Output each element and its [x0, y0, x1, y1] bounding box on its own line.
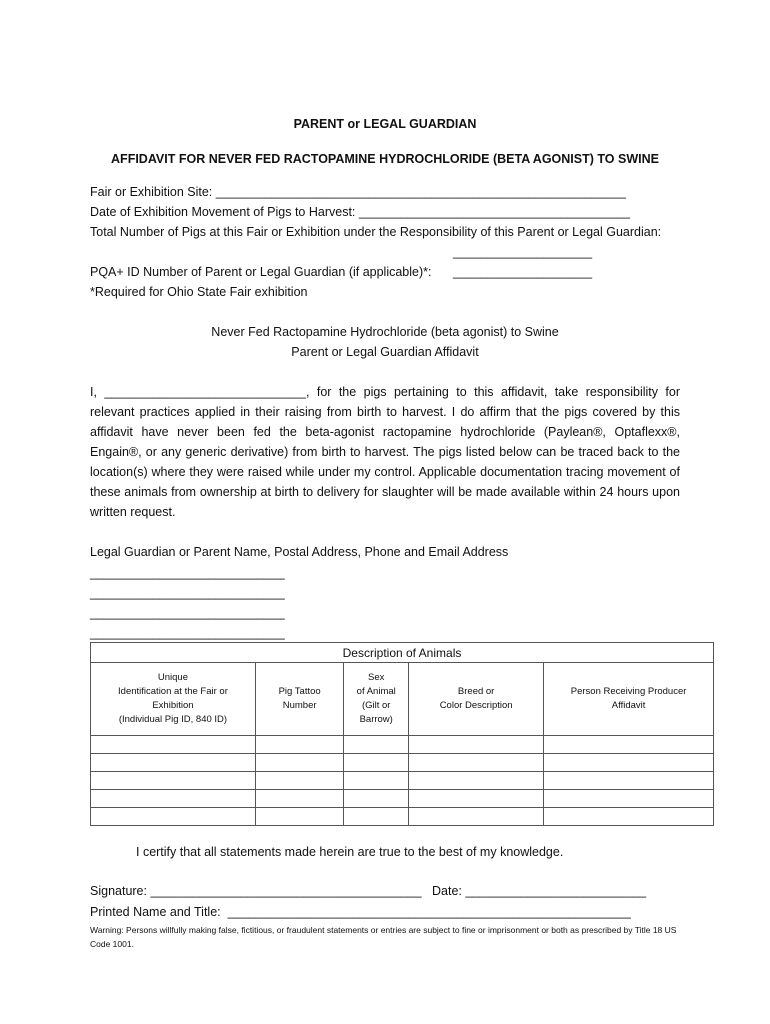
- affidavit-subtitle-2: Parent or Legal Guardian Affidavit: [291, 345, 479, 359]
- table-cell[interactable]: [255, 790, 343, 808]
- table-cell[interactable]: [544, 790, 714, 808]
- table-cell[interactable]: [544, 736, 714, 754]
- table-cell[interactable]: [91, 772, 256, 790]
- table-cell[interactable]: [409, 736, 544, 754]
- table-row: [91, 772, 714, 790]
- column-header-tattoo: Pig Tattoo Number: [255, 663, 343, 736]
- affidavit-subtitle-1: Never Fed Ractopamine Hydrochloride (beta agonist) to Swine: [211, 325, 559, 339]
- table-cell[interactable]: [544, 754, 714, 772]
- form-title: AFFIDAVIT FOR NEVER FED RACTOPAMINE HYDROCHLORIDE (BETA AGONIST) TO SWINE: [111, 152, 659, 166]
- contact-line-3[interactable]: ____________________________: [90, 606, 285, 620]
- table-cell[interactable]: [344, 790, 409, 808]
- table-row: [91, 754, 714, 772]
- table-cell[interactable]: [409, 808, 544, 826]
- animal-description-table: [90, 642, 714, 826]
- affidavit-statement: I, _____________________________, for the pigs pertaining to this affidavit, take responsibility for relevant practices applied in their raising from birth to harvest. I do affirm that the pigs covered by this affidavit have never been fed the beta-agonist ractopamine hydrochloride (Paylean®, Optaflexx®, Engain®, or any generic derivative) from birth to harvest. The pigs listed below can be traced back to the location(s) where they were raised while under my control. Applicable documentation tracing movement of these animals from ownership at birth to delivery for slaughter will be made available within 24 hours upon written request.: [90, 385, 680, 519]
- form-heading: PARENT or LEGAL GUARDIAN: [293, 117, 477, 131]
- table-cell[interactable]: [255, 772, 343, 790]
- total-pigs-field[interactable]: ____________________: [453, 245, 593, 259]
- table-caption: Description of Animals: [91, 643, 714, 663]
- table-cell[interactable]: [91, 790, 256, 808]
- table-cell[interactable]: [544, 808, 714, 826]
- legal-warning: Warning: Persons willfully making false, fictitious, or fraudulent statements or entries are subject to fine or imprisonment or both as prescribed by Title 18 US Code 1001.: [90, 925, 677, 949]
- table-cell[interactable]: [91, 736, 256, 754]
- column-header-receiver: Person Receiving Producer Affidavit: [544, 663, 714, 736]
- contact-line-4[interactable]: ____________________________: [90, 626, 285, 640]
- exhibition-site-field[interactable]: Fair or Exhibition Site: ___________________________________________________________: [90, 185, 626, 199]
- column-header-breed: Breed or Color Description: [409, 663, 544, 736]
- total-pigs-label: Total Number of Pigs at this Fair or Exhibition under the Responsibility of this Parent or Legal Guardian:: [90, 225, 662, 239]
- contact-label: Legal Guardian or Parent Name, Postal Address, Phone and Email Address: [90, 545, 509, 559]
- exhibition-date-field[interactable]: Date of Exhibition Movement of Pigs to Harvest: _______________________________________: [90, 205, 630, 219]
- table-row: [91, 736, 714, 754]
- signature-date-field[interactable]: Signature: _______________________________________ Date: __________________________: [90, 884, 647, 898]
- pqa-id-field[interactable]: ____________________: [453, 265, 593, 279]
- contact-line-1[interactable]: ____________________________: [90, 566, 285, 580]
- table-cell[interactable]: [344, 772, 409, 790]
- required-note: *Required for Ohio State Fair exhibition: [90, 285, 308, 299]
- column-header-unique-id: Unique Identification at the Fair or Exhibition (Individual Pig ID, 840 ID): [91, 663, 256, 736]
- table-cell[interactable]: [409, 754, 544, 772]
- table-cell[interactable]: [409, 772, 544, 790]
- table-cell[interactable]: [344, 754, 409, 772]
- certification-statement: I certify that all statements made herein are true to the best of my knowledge.: [136, 845, 564, 859]
- table-row: [91, 790, 714, 808]
- table-cell[interactable]: [255, 808, 343, 826]
- table-cell[interactable]: [255, 736, 343, 754]
- table-cell[interactable]: [544, 772, 714, 790]
- table-cell[interactable]: [344, 736, 409, 754]
- column-header-sex: Sex of Animal (Gilt or Barrow): [344, 663, 409, 736]
- table-cell[interactable]: [409, 790, 544, 808]
- table-cell[interactable]: [344, 808, 409, 826]
- pqa-id-label: PQA+ ID Number of Parent or Legal Guardian (if applicable)*:: [90, 265, 432, 279]
- table-cell[interactable]: [255, 754, 343, 772]
- printed-name-field[interactable]: Printed Name and Title: __________________________________________________________: [90, 905, 631, 919]
- table-row: [91, 808, 714, 826]
- table-cell[interactable]: [91, 808, 256, 826]
- table-cell[interactable]: [91, 754, 256, 772]
- contact-line-2[interactable]: ____________________________: [90, 586, 285, 600]
